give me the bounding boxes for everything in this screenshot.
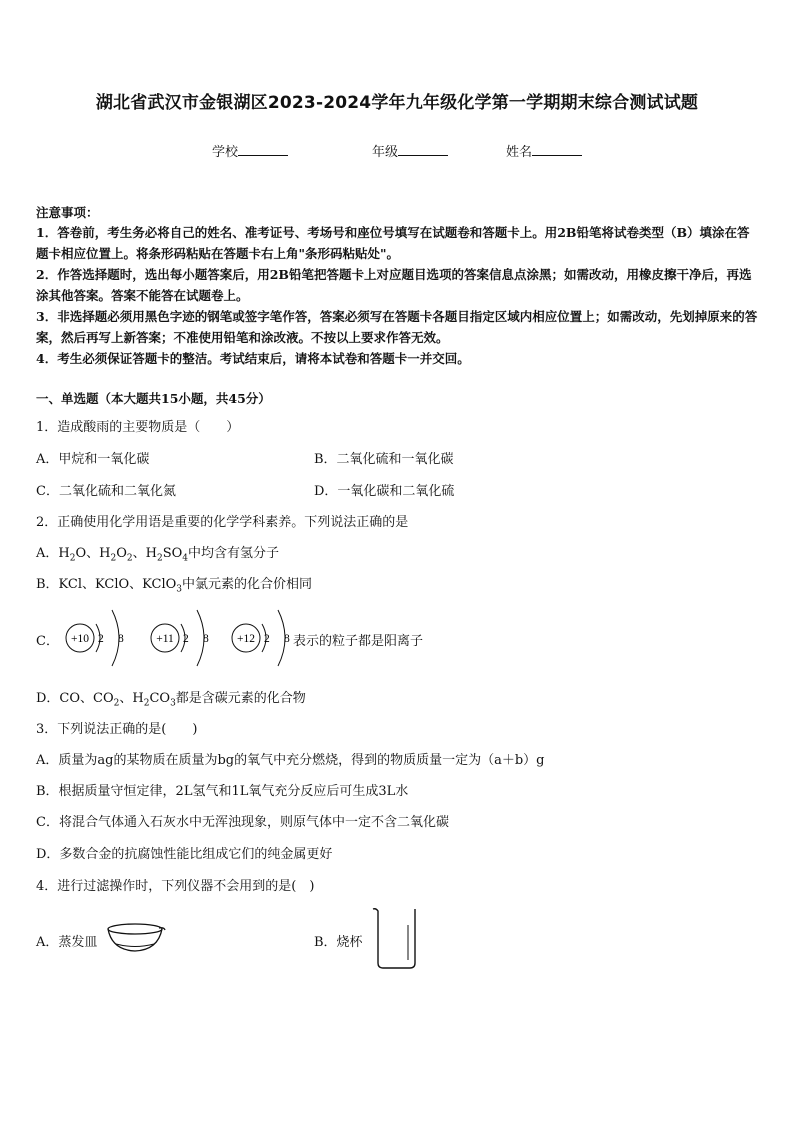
atom3-shell1: 2 [264, 633, 270, 645]
school-label: 学校 [212, 145, 239, 160]
atom2-shell2: 8 [203, 633, 209, 645]
q4-option-a[interactable]: A．蒸发皿 [36, 935, 98, 950]
q2-a-tail: 中均含有氢分子 [188, 546, 280, 561]
atom1-shell1: 2 [98, 633, 104, 645]
page-title: 湖北省武汉市金银湖区2023-2024学年九年级化学第一学期期末综合测试试题 [95, 93, 699, 113]
q1-stem: 1．造成酸雨的主要物质是（ ） [36, 420, 240, 435]
q3-option-c[interactable]: C．将混合气体通入石灰水中无浑浊现象，则原气体中一定不含二氧化碳 [36, 815, 449, 830]
q2-option-d[interactable]: D．CO、$CO_2$、$H_2CO_3$都是含碳元素的化合物 [36, 691, 306, 709]
notice-heading: 注意事项： [36, 205, 99, 220]
q2-d-tail: 都是含碳元素的化合物 [175, 691, 306, 706]
q2-c-label: C． [36, 634, 59, 649]
atom-diagram-neon [66, 610, 124, 666]
atom2-nucleus: +11 [156, 633, 174, 645]
atom1-nucleus: +10 [71, 633, 89, 645]
q3-option-d[interactable]: D．多数合金的抗腐蚀性能比组成它们的纯金属更好 [36, 847, 333, 862]
q1-option-b[interactable]: B．二氧化硫和一氧化碳 [314, 452, 454, 467]
notice-item-4: 4．考生必须保证答题卡的整洁。考试结束后，请将本试卷和答题卡一并交回。 [36, 351, 470, 366]
q2-b-tail: 中氯元素的化合价相同 [182, 577, 313, 592]
q4-stem: 4．进行过滤操作时，下列仪器不会用到的是( ) [36, 879, 315, 894]
q2-c-tail: 表示的粒子都是阳离子 [293, 634, 424, 649]
q1-option-a[interactable]: A．甲烷和一氧化碳 [36, 452, 150, 467]
q1-option-d[interactable]: D．一氧化碳和二氧化硫 [314, 484, 455, 499]
q1-option-c[interactable]: C．二氧化硫和二氧化氮 [36, 484, 176, 499]
atom-diagram-sodium [151, 610, 209, 666]
q2-option-b[interactable]: B．KCl、KClO、KClO$_3$中氯元素的化合价相同 [36, 577, 313, 595]
atom-diagram-magnesium [232, 610, 290, 666]
grade-label: 年级 [372, 145, 399, 160]
q3-option-a[interactable]: A．质量为ag的某物质在质量为bg的氧气中充分燃烧，得到的物质质量一定为（a＋b）g [36, 753, 545, 768]
atom3-nucleus: +12 [237, 633, 255, 645]
beaker-icon [370, 905, 422, 971]
q2-stem: 2．正确使用化学用语是重要的化学学科素养。下列说法正确的是 [36, 515, 409, 530]
atom3-shell2: 8 [284, 633, 290, 645]
q4-option-b[interactable]: B．烧杯 [314, 935, 363, 950]
q3-stem: 3．下列说法正确的是( ) [36, 722, 198, 737]
q2-option-a[interactable]: A．$H_2O$、$H_2O_2$、$H_2SO_4$中均含有氢分子 [36, 546, 280, 564]
q2-d-prefix: D．CO、CO [36, 691, 114, 706]
notice-item-1: 1．答卷前，考生务必将自己的姓名、准考证号、考场号和座位号填写在试题卷和答题卡上。用2B铅笔将试卷类型（B）填涂在答题卡相应位置上。将条形码粘贴在答题卡右上角"条形码粘贴处"。 [36, 225, 750, 261]
q3-option-b[interactable]: B．根据质量守恒定律，2L氢气和1L氧气充分反应后可生成3L水 [36, 784, 409, 799]
name-label: 姓名 [506, 145, 533, 160]
q2-a-prefix: A．H [36, 546, 70, 561]
atom1-shell2: 8 [118, 633, 124, 645]
evaporating-dish-icon [106, 922, 166, 956]
section-heading: 一、单选题（本大题共15小题，共45分） [36, 391, 271, 406]
notice-item-2: 2．作答选择题时，选出每小题答案后，用2B铅笔把答题卡上对应题目选项的答案信息点涂黑；如需改动，用橡皮擦干净后，再选涂其他答案。答案不能答在试题卷上。 [36, 267, 752, 303]
q2-b-prefix: B．KCl、KClO、KClO [36, 577, 177, 592]
atom2-shell1: 2 [183, 633, 189, 645]
notice-item-3: 3．非选择题必须用黑色字迹的钢笔或签字笔作答，答案必须写在答题卡各题目指定区域内相应位置上；如需改动，先划掉原来的答案，然后再写上新答案；不准使用铅笔和涂改液。不按以上要求作答无效。 [36, 309, 758, 345]
